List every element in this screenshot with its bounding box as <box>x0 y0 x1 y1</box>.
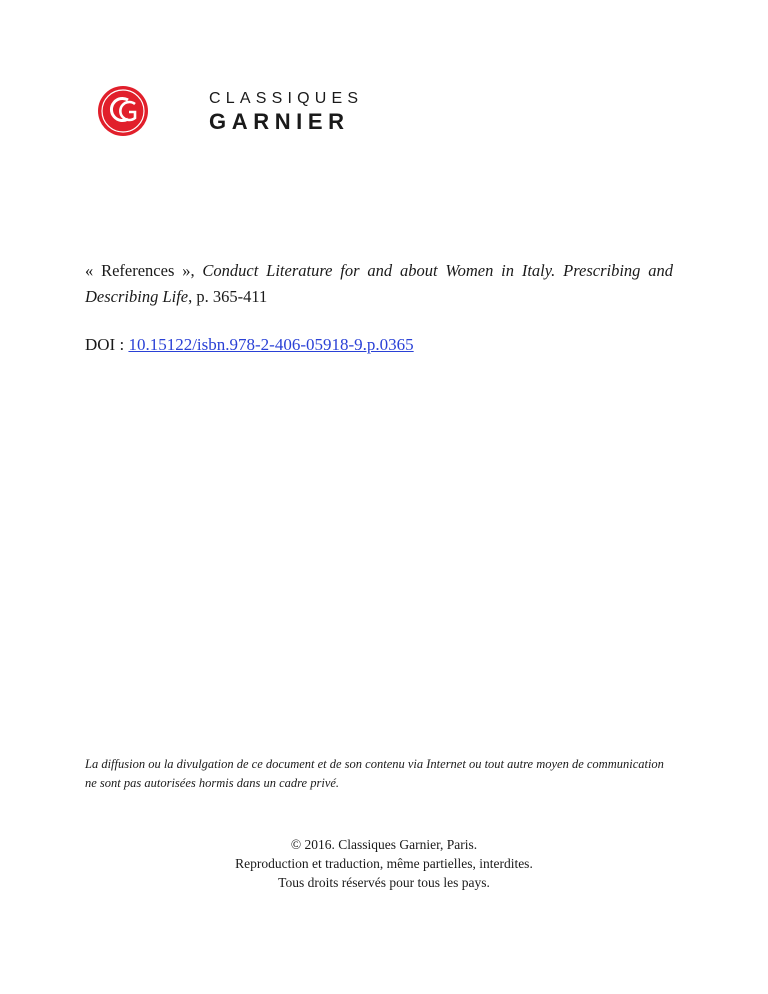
citation-prefix: « References », <box>85 261 203 280</box>
classiques-garnier-logo-mark <box>97 85 149 137</box>
usage-notice: La diffusion ou la divulgation de ce document et de son contenu via Internet ou tout autre moyen de communication ne sont pas autorisées hormis dans un cadre privé. <box>85 757 664 790</box>
publisher-wordmark <box>209 91 363 133</box>
doi-link[interactable]: 10.15122/isbn.978-2-406-05918-9.p.0365 <box>128 335 414 354</box>
citation <box>85 258 673 310</box>
publisher-name-line2: GARNIER <box>209 109 350 134</box>
book-title: Conduct Literature for and about Women in Italy. Prescribing and Describing Life <box>85 261 673 306</box>
publisher-logo <box>97 85 397 145</box>
copyright-block <box>0 835 768 892</box>
doi-line <box>85 333 414 357</box>
publisher-name-line1: CLASSIQUES <box>209 90 364 107</box>
rights-line: Reproduction et traduction, même partielles, interdites. <box>235 856 533 871</box>
doi-label: DOI : <box>85 335 129 354</box>
copyright-line: © 2016. Classiques Garnier, Paris. <box>290 837 478 852</box>
citation-pages: , p. 365-411 <box>188 287 268 306</box>
all-rights-line: Tous droits réservés pour tous les pays. <box>278 875 490 890</box>
